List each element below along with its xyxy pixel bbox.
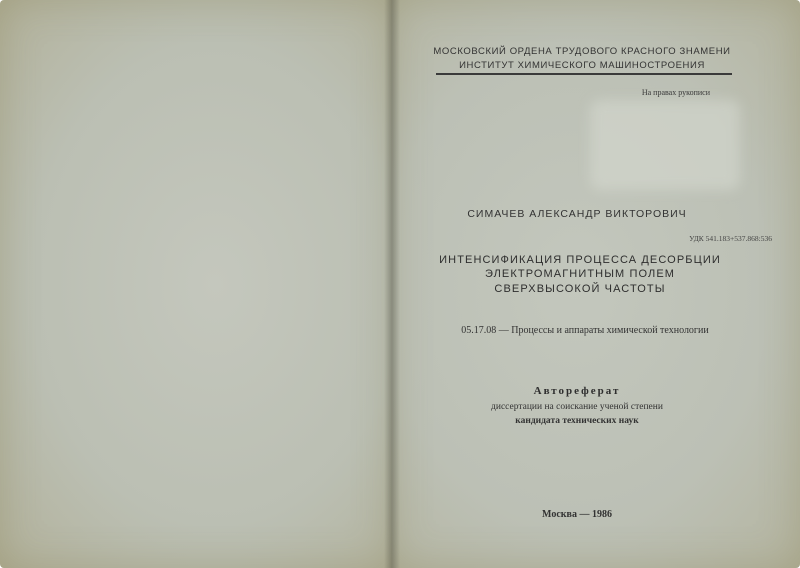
title-line-3: СВЕРХВЫСОКОЙ ЧАСТОТЫ — [494, 283, 666, 295]
abstract-heading: Автореферат — [533, 385, 621, 397]
book-spine — [384, 0, 400, 568]
header-rule — [436, 73, 732, 75]
place-year: Москва — 1986 — [542, 509, 612, 520]
dissertation-line: диссертации на соискание ученой степени — [491, 402, 663, 412]
erased-stamp-area — [590, 100, 740, 190]
institution-line-2: ИНСТИТУТ ХИМИЧЕСКОГО МАШИНОСТРОЕНИЯ — [459, 60, 705, 71]
author-name: СИМАЧЕВ АЛЕКСАНДР ВИКТОРОВИЧ — [467, 208, 687, 220]
title-line-2: ЭЛЕКТРОМАГНИТНЫМ ПОЛЕМ — [484, 268, 676, 280]
institution-line-1: МОСКОВСКИЙ ОРДЕНА ТРУДОВОГО КРАСНОГО ЗНАМЕНИ — [433, 46, 731, 57]
udk-code: УДК 541.183+537.868:536 — [689, 234, 772, 243]
rights-note: На правах рукописи — [641, 88, 710, 97]
left-blank-page — [0, 0, 392, 568]
specialty-line: 05.17.08 — Процессы и аппараты химической технологии — [461, 325, 709, 336]
degree-line: кандидата технических наук — [515, 416, 639, 426]
title-line-1: ИНТЕНСИФИКАЦИЯ ПРОЦЕССА ДЕСОРБЦИИ — [439, 254, 721, 266]
